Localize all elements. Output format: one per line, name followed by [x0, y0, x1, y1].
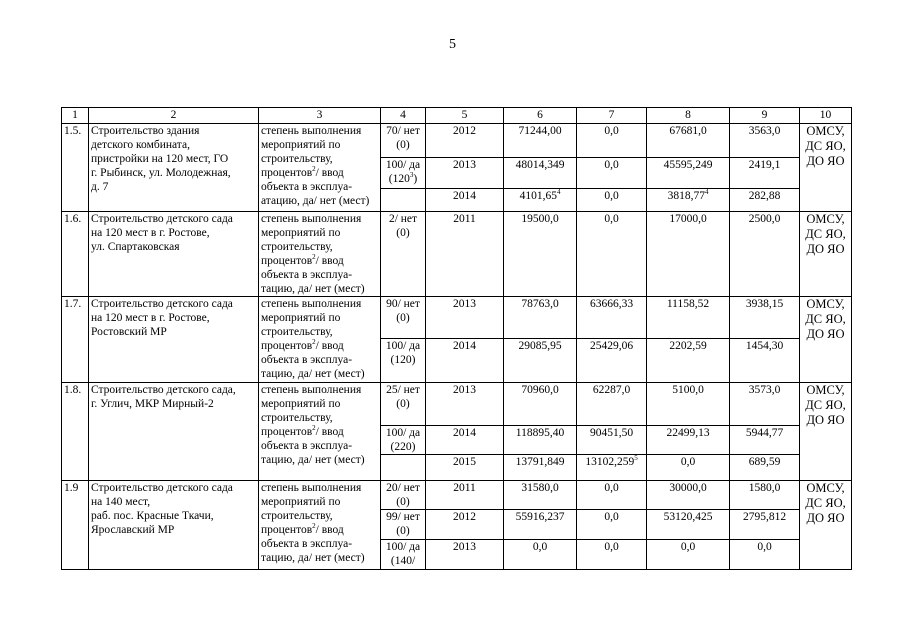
text-fragment: )	[413, 173, 418, 185]
amount-value: 48014,349	[515, 159, 565, 171]
text-fragment: процентов	[261, 524, 313, 536]
header-cell: 5	[426, 108, 504, 124]
program-table	[61, 107, 852, 570]
item-indicator	[259, 212, 381, 297]
text-line: Ростовский МР	[91, 326, 167, 338]
amount-cell	[504, 481, 577, 510]
amount-value: 62287,0	[592, 384, 631, 396]
amount-value: 5944,77	[745, 427, 784, 439]
text-line: степень выполнения	[261, 125, 362, 137]
amount-value: 0,0	[604, 511, 619, 523]
amount-cell	[577, 383, 647, 426]
amount-cell	[647, 540, 730, 570]
amount-cell	[504, 510, 577, 540]
executor-cell	[800, 297, 852, 383]
amount-cell	[577, 426, 647, 455]
amount-cell	[730, 481, 800, 510]
amount-cell	[577, 189, 647, 212]
text-fragment: процентов	[261, 340, 313, 352]
text-line	[261, 425, 378, 439]
indicator-value	[381, 339, 426, 383]
year-cell: 2014	[426, 426, 504, 455]
text-line: мероприятий по	[261, 312, 341, 324]
amount-cell	[647, 158, 730, 189]
footnote-mark: 2	[312, 253, 316, 262]
amount-cell	[730, 339, 800, 383]
item-indicator	[259, 481, 381, 570]
text-line: 20/ нет	[386, 482, 420, 494]
footnote-mark: 3	[409, 171, 414, 180]
year-cell: 2015	[426, 455, 504, 481]
text-line: ДС ЯО,	[805, 227, 846, 241]
text-line: (0)	[396, 398, 410, 410]
text-fragment: / ввод	[315, 340, 344, 352]
indicator-value	[381, 455, 426, 481]
item-indicator	[259, 297, 381, 383]
amount-value: 4101,65	[519, 190, 557, 202]
amount-cell	[647, 189, 730, 212]
amount-cell	[730, 297, 800, 339]
text-line: ДС ЯО,	[805, 496, 846, 510]
amount-cell	[504, 297, 577, 339]
table-row	[62, 124, 852, 158]
item-number: 1.9	[62, 481, 89, 570]
text-line: 99/ нет	[386, 511, 420, 523]
amount-cell	[647, 510, 730, 540]
text-line: Строительство детского сада	[91, 213, 233, 225]
amount-value: 3938,15	[745, 298, 784, 310]
text-line: (0)	[396, 525, 410, 537]
indicator-value	[381, 189, 426, 212]
text-fragment: / ввод	[315, 426, 344, 438]
header-cell: 10	[800, 108, 852, 124]
amount-value: 63666,33	[589, 298, 634, 310]
amount-cell	[577, 124, 647, 158]
item-indicator	[259, 383, 381, 481]
amount-value: 3818,77	[667, 190, 705, 202]
text-line: строительству,	[261, 412, 333, 424]
amount-value: 45595,249	[663, 159, 713, 171]
text-fragment: / ввод	[315, 167, 344, 179]
year-cell: 2014	[426, 189, 504, 212]
footnote-mark: 4	[704, 188, 709, 197]
amount-cell	[730, 158, 800, 189]
footnote-mark: 2	[312, 165, 316, 174]
indicator-value	[381, 124, 426, 158]
text-line	[261, 166, 378, 180]
text-line	[383, 172, 423, 186]
amount-cell	[504, 124, 577, 158]
text-line	[261, 523, 378, 537]
text-line: ОМСУ,	[806, 212, 845, 226]
amount-value: 55916,237	[515, 511, 565, 523]
amount-value: 70960,0	[521, 384, 559, 396]
indicator-value	[381, 481, 426, 510]
amount-cell	[647, 124, 730, 158]
amount-value: 11158,52	[666, 298, 710, 310]
text-line: мероприятий по	[261, 398, 341, 410]
amount-cell	[647, 481, 730, 510]
header-cell: 9	[730, 108, 800, 124]
text-line: д. 7	[91, 181, 109, 193]
amount-value: 2500,0	[748, 213, 781, 225]
amount-cell	[730, 124, 800, 158]
amount-value: 13791,849	[515, 456, 565, 468]
footnote-mark: 2	[312, 424, 316, 433]
text-line: (0)	[396, 139, 410, 151]
text-fragment: процентов	[261, 167, 313, 179]
amount-cell	[504, 158, 577, 189]
text-line: (0)	[396, 496, 410, 508]
text-line: мероприятий по	[261, 227, 341, 239]
amount-value: 0,0	[604, 541, 619, 553]
year-cell: 2011	[426, 481, 504, 510]
text-fragment: (120	[388, 173, 410, 185]
text-line: Ярославский МР	[91, 524, 175, 536]
amount-cell	[577, 481, 647, 510]
text-line: 100/ да	[385, 159, 421, 171]
text-line: (0)	[396, 312, 410, 324]
amount-value: 90451,50	[589, 427, 634, 439]
amount-value: 0,0	[604, 190, 619, 202]
text-line	[261, 254, 378, 268]
text-line: 100/ да	[385, 427, 421, 439]
text-line: объекта в эксплуа-	[261, 538, 353, 550]
text-line: строительству,	[261, 510, 333, 522]
amount-value: 1454,30	[745, 340, 784, 352]
item-number: 1.6.	[62, 212, 89, 297]
text-line: 70/ нет	[386, 125, 420, 137]
amount-cell	[577, 339, 647, 383]
amount-value: 29085,95	[518, 340, 562, 352]
text-line: ОМСУ,	[806, 297, 845, 311]
executor-cell	[800, 212, 852, 297]
indicator-value	[381, 297, 426, 339]
text-line: Строительство детского сада,	[91, 384, 236, 396]
amount-cell	[504, 189, 577, 212]
text-line: объекта в эксплуа-	[261, 440, 353, 452]
amount-value: 17000,0	[669, 213, 707, 225]
amount-value: 2795,812	[742, 511, 787, 523]
text-line: ДС ЯО,	[805, 312, 846, 326]
header-row	[62, 108, 852, 124]
text-line: ОМСУ,	[806, 124, 845, 138]
text-line: степень выполнения	[261, 482, 362, 494]
amount-cell	[504, 455, 577, 481]
text-line: Строительство детского сада	[91, 298, 233, 310]
amount-cell	[647, 297, 730, 339]
header-cell: 2	[89, 108, 259, 124]
year-cell: 2013	[426, 540, 504, 570]
text-line: (220)	[390, 441, 416, 453]
table-row	[62, 297, 852, 339]
text-line: ДО ЯО	[806, 154, 845, 168]
text-line: мероприятий по	[261, 139, 341, 151]
text-fragment: / ввод	[315, 255, 344, 267]
text-line: детского комбината,	[91, 139, 190, 151]
year-cell: 2013	[426, 297, 504, 339]
amount-cell	[577, 540, 647, 570]
text-line: раб. пос. Красные Ткачи,	[91, 510, 214, 522]
year-cell: 2012	[426, 510, 504, 540]
executor-cell	[800, 481, 852, 570]
item-number: 1.7.	[62, 297, 89, 383]
amount-value: 31580,0	[521, 482, 559, 494]
text-line: ДО ЯО	[806, 242, 845, 256]
amount-value: 13102,259	[585, 456, 635, 468]
amount-value: 67681,0	[669, 125, 707, 137]
amount-cell	[647, 339, 730, 383]
amount-cell	[730, 540, 800, 570]
amount-cell	[647, 455, 730, 481]
amount-cell	[504, 212, 577, 297]
executor-cell	[800, 383, 852, 481]
footnote-mark: 2	[312, 522, 316, 531]
amount-value: 0,0	[680, 456, 696, 468]
table-row	[62, 481, 852, 510]
amount-value: 3563,0	[748, 125, 781, 137]
amount-cell	[577, 212, 647, 297]
text-line: тацию, да/ нет (мест)	[261, 368, 365, 380]
amount-value: 0,0	[757, 541, 772, 553]
text-line: (140/	[390, 555, 416, 567]
year-cell: 2012	[426, 124, 504, 158]
amount-value: 0,0	[604, 159, 619, 171]
amount-cell	[504, 383, 577, 426]
text-line: тацию, да/ нет (мест)	[261, 552, 365, 564]
year-cell: 2013	[426, 158, 504, 189]
page-number: 5	[449, 37, 456, 52]
amount-value: 689,59	[748, 456, 781, 468]
amount-value: 5100,0	[672, 384, 704, 396]
text-line: ул. Спартаковская	[91, 241, 180, 253]
amount-value: 1580,0	[748, 482, 781, 494]
text-line: строительству,	[261, 241, 333, 253]
indicator-value	[381, 383, 426, 426]
text-line: объекта в эксплуа-	[261, 354, 353, 366]
header-cell: 6	[504, 108, 577, 124]
amount-value: 0,0	[604, 125, 619, 137]
footnote-mark: 4	[556, 188, 561, 197]
text-line: ДО ЯО	[806, 327, 845, 341]
amount-value: 0,0	[532, 541, 548, 553]
text-line: 90/ нет	[386, 298, 420, 310]
text-line: пристройки на 120 мест, ГО	[91, 153, 229, 165]
text-line: строительству,	[261, 326, 333, 338]
item-indicator	[259, 124, 381, 212]
indicator-value	[381, 212, 426, 297]
amount-value: 0,0	[680, 541, 696, 553]
header-cell: 4	[381, 108, 426, 124]
year-cell: 2014	[426, 339, 504, 383]
header-cell: 7	[577, 108, 647, 124]
text-fragment: процентов	[261, 426, 313, 438]
amount-value: 282,88	[748, 190, 781, 202]
text-line: на 140 мест,	[91, 496, 151, 508]
amount-cell	[730, 189, 800, 212]
year-cell: 2013	[426, 383, 504, 426]
amount-cell	[577, 455, 647, 481]
text-line: на 120 мест в г. Ростове,	[91, 312, 210, 324]
year-cell: 2011	[426, 212, 504, 297]
text-line: тацию, да/ нет (мест)	[261, 454, 365, 466]
amount-value: 2202,59	[669, 340, 707, 352]
item-name	[89, 383, 259, 481]
amount-cell	[504, 426, 577, 455]
text-line: степень выполнения	[261, 213, 362, 225]
amount-cell	[577, 297, 647, 339]
amount-value: 19500,0	[521, 213, 559, 225]
amount-cell	[730, 455, 800, 481]
amount-cell	[730, 426, 800, 455]
text-line: Строительство детского сада	[91, 482, 233, 494]
text-fragment: процентов	[261, 255, 313, 267]
amount-value: 2419,1	[748, 159, 781, 171]
text-line: 100/ да	[385, 541, 421, 553]
text-line	[261, 339, 378, 353]
item-name	[89, 124, 259, 212]
amount-value: 53120,425	[663, 511, 713, 523]
item-number: 1.5.	[62, 124, 89, 212]
amount-cell	[647, 212, 730, 297]
amount-value: 78763,0	[521, 298, 559, 310]
amount-cell	[730, 383, 800, 426]
item-name	[89, 212, 259, 297]
amount-cell	[577, 510, 647, 540]
amount-value: 22499,13	[666, 427, 710, 439]
text-fragment: / ввод	[315, 524, 344, 536]
amount-cell	[504, 339, 577, 383]
amount-value: 30000,0	[669, 482, 707, 494]
text-line: (120)	[390, 354, 416, 366]
indicator-value	[381, 540, 426, 570]
text-line: Строительство здания	[91, 125, 200, 137]
item-name	[89, 297, 259, 383]
amount-value: 3573,0	[748, 384, 781, 396]
header-cell: 1	[62, 108, 89, 124]
amount-cell	[504, 540, 577, 570]
text-line: строительству,	[261, 153, 333, 165]
text-line: на 120 мест в г. Ростове,	[91, 227, 210, 239]
text-line: объекта в эксплуа-	[261, 269, 353, 281]
amount-value: 25429,06	[589, 340, 634, 352]
amount-cell	[647, 426, 730, 455]
footnote-mark: 5	[634, 454, 638, 463]
amount-value: 71244,00	[518, 125, 562, 137]
text-line: ДО ЯО	[806, 413, 845, 427]
text-line: атацию, да/ нет (мест)	[261, 195, 370, 207]
text-line: тацию, да/ нет (мест)	[261, 283, 365, 295]
text-line: степень выполнения	[261, 298, 362, 310]
text-line: г. Рыбинск, ул. Молодежная,	[91, 167, 231, 179]
text-line: ОМСУ,	[806, 383, 845, 397]
item-number: 1.8.	[62, 383, 89, 481]
text-line: мероприятий по	[261, 496, 341, 508]
text-line: объекта в эксплуа-	[261, 181, 353, 193]
amount-cell	[730, 212, 800, 297]
text-line: ДО ЯО	[806, 511, 845, 525]
text-line: (0)	[396, 227, 410, 239]
amount-value: 0,0	[604, 213, 619, 225]
header-cell: 8	[647, 108, 730, 124]
text-line: степень выполнения	[261, 384, 362, 396]
text-line: 2/ нет	[388, 213, 418, 225]
amount-cell	[647, 383, 730, 426]
amount-value: 118895,40	[515, 427, 565, 439]
indicator-value	[381, 510, 426, 540]
indicator-value	[381, 426, 426, 455]
item-name	[89, 481, 259, 570]
table-row	[62, 212, 852, 297]
header-cell: 3	[259, 108, 381, 124]
amount-value: 0,0	[604, 482, 619, 494]
amount-cell	[730, 510, 800, 540]
footnote-mark: 2	[312, 338, 316, 347]
executor-cell	[800, 124, 852, 212]
text-line: г. Углич, МКР Мирный-2	[91, 398, 214, 410]
amount-cell	[577, 158, 647, 189]
text-line: 25/ нет	[386, 384, 420, 396]
table-row	[62, 383, 852, 426]
indicator-value	[381, 158, 426, 189]
text-line: 100/ да	[385, 340, 421, 352]
text-line: ДС ЯО,	[805, 139, 846, 153]
text-line: ОМСУ,	[806, 481, 845, 495]
text-line: ДС ЯО,	[805, 398, 846, 412]
